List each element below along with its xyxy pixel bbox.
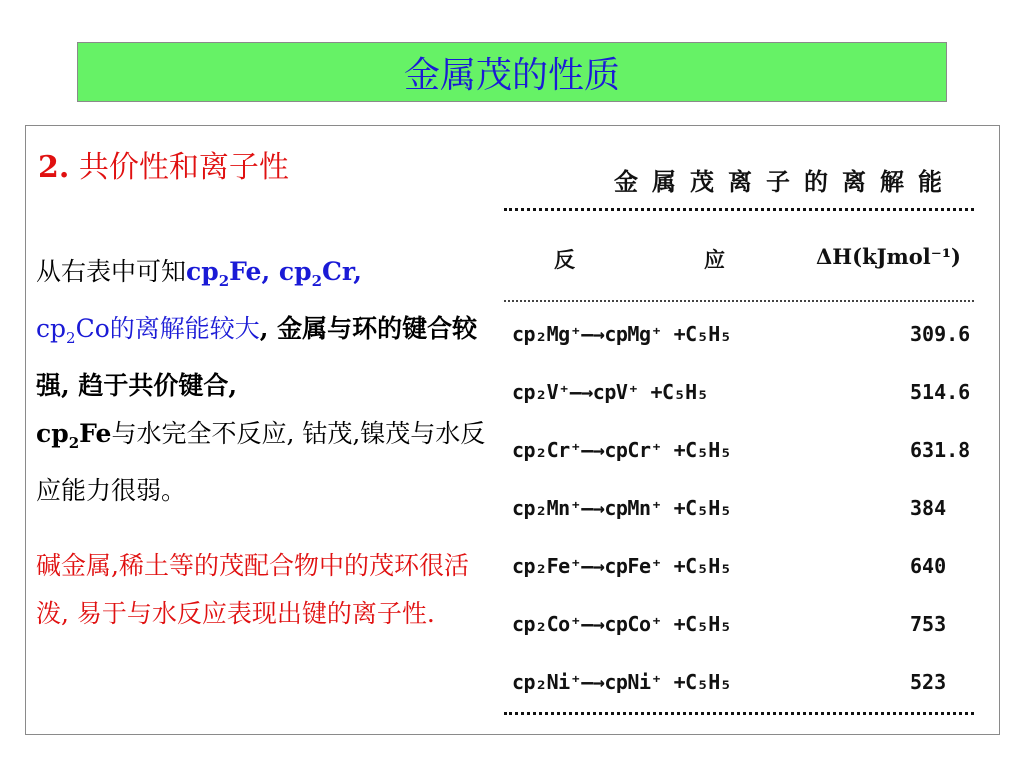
table-row [512, 438, 972, 468]
table-header-reaction-right: 应 [704, 247, 725, 272]
table-row [512, 496, 972, 526]
para1-blue-4: 2 [311, 272, 322, 290]
para1-sub2: 2 [68, 434, 80, 452]
para1-blue-3: Fe, cp [229, 257, 312, 286]
reaction-cell: cp₂V⁺—→cpV⁺ +C₅H₅ [512, 380, 709, 404]
reaction-cell: cp₂Fe⁺—→cpFe⁺ +C₅H₅ [512, 554, 732, 578]
value-cell: 514.6 [910, 380, 971, 404]
table-header-rule [504, 300, 974, 302]
value-cell: 631.8 [910, 438, 971, 462]
reaction-cell: cp₂Co⁺—→cpCo⁺ +C₅H₅ [512, 612, 732, 636]
para1-cp: cp [36, 419, 69, 448]
para1-blue-7: 2 [66, 329, 76, 347]
slide-title: 金属茂的性质 [403, 54, 620, 96]
table-row [512, 670, 972, 700]
table-row [512, 554, 972, 584]
content-box [25, 125, 1000, 735]
para1-fe: Fe [79, 419, 112, 448]
para1-blue-1: cp [186, 257, 219, 286]
paragraph-ionic: 碱金属,稀土等的茂配合物中的茂环很活泼, 易于与水反应表现出键的离子性. [36, 551, 469, 628]
table-row [512, 322, 972, 352]
para1-blue-6: cp [36, 314, 67, 343]
reaction-cell: cp₂Cr⁺—→cpCr⁺ +C₅H₅ [512, 438, 732, 462]
reaction-cell: cp₂Mg⁺—→cpMg⁺ +C₅H₅ [512, 322, 732, 346]
table-title: 金属茂离子的离解能 [614, 167, 956, 196]
table-row [512, 380, 972, 410]
para1-blue-8: Co的离解能较大 [75, 314, 260, 343]
paragraph-covalent [36, 248, 496, 515]
section-title: 共价性和离子性 [78, 150, 289, 185]
para1-blue-5: Cr, [322, 257, 362, 286]
value-cell: 384 [910, 496, 947, 520]
para1-lead: 从右表中可知 [36, 257, 187, 286]
section-number: 2. [38, 150, 70, 185]
para1-rest1: , 金属与环的键合较强, 趋于共价键合, [36, 314, 478, 400]
value-cell: 309.6 [910, 322, 971, 346]
value-cell: 523 [910, 670, 947, 694]
table-header-enthalpy: ΔH(kJmol⁻¹) [816, 244, 961, 269]
para1-rest2: 与水完全不反应, 钴茂,镍茂与水反应能力很弱。 [36, 419, 486, 505]
value-cell: 640 [910, 554, 947, 578]
dissociation-energy-table [504, 146, 982, 726]
value-cell: 753 [910, 612, 947, 636]
section-heading [38, 142, 289, 186]
table-row [512, 612, 972, 642]
title-bar [77, 42, 947, 102]
table-bottom-rule [504, 712, 974, 715]
reaction-cell: cp₂Ni⁺—→cpNi⁺ +C₅H₅ [512, 670, 732, 694]
para1-blue-2: 2 [218, 272, 230, 290]
table-top-rule [504, 208, 974, 211]
table-header-reaction-left: 反 [554, 247, 575, 272]
reaction-cell: cp₂Mn⁺—→cpMn⁺ +C₅H₅ [512, 496, 732, 520]
